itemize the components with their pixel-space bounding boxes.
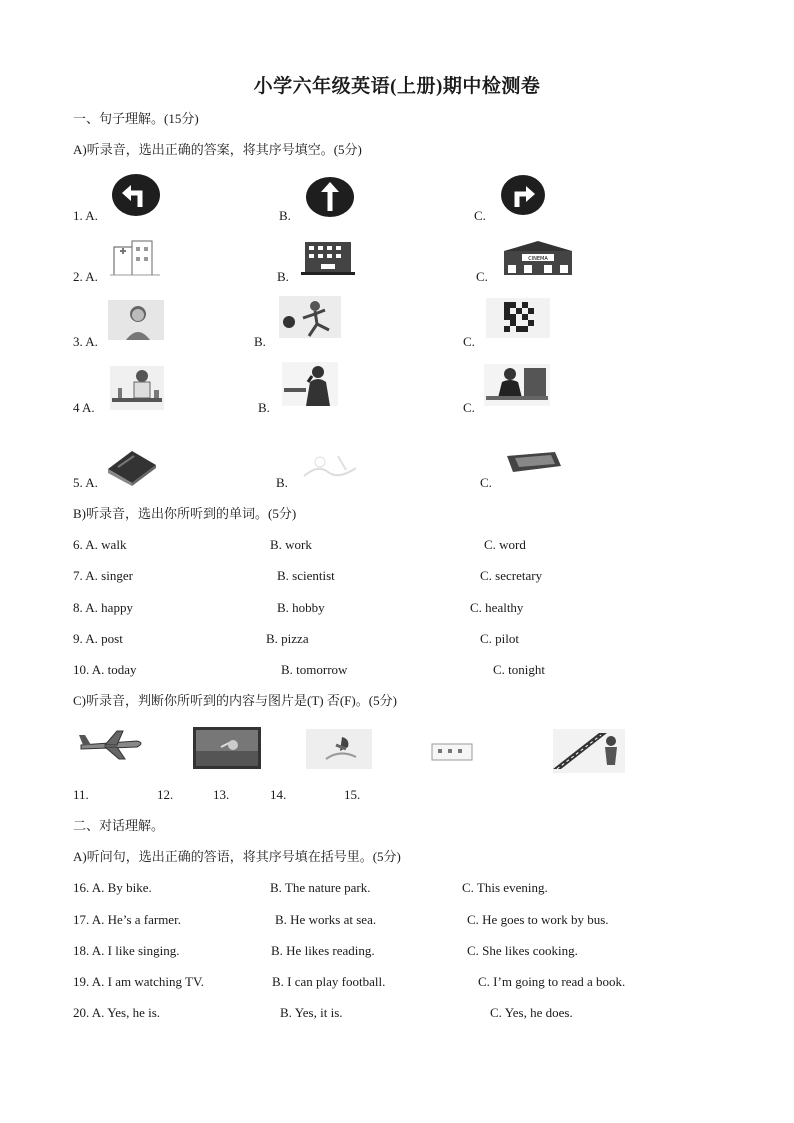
go-straight-sign-icon	[305, 176, 355, 218]
option-a: 19. A. I am watching TV.	[73, 974, 204, 989]
option-b: B. pizza	[266, 631, 309, 646]
option-c: C. I’m going to read a book.	[478, 974, 626, 989]
option-a: 9. A. post	[73, 631, 123, 646]
option-a: 10. A. today	[73, 662, 137, 677]
option-label: C.	[476, 269, 488, 284]
option-label: C.	[463, 400, 475, 415]
book-icon	[104, 445, 158, 487]
option-c: C. He goes to work by bus.	[467, 912, 609, 927]
option-b: B. He works at sea.	[275, 912, 377, 927]
photo-scene-icon	[193, 727, 261, 769]
option-label: 3. A.	[73, 334, 98, 349]
section-heading: 二、对话理解。	[73, 818, 165, 833]
part-instruction: B)听录音，选出你所听到的单词。(5分)	[73, 506, 297, 521]
option-b: B. work	[270, 537, 312, 552]
crossword-icon	[486, 298, 550, 338]
svg-text:CINEMA: CINEMA	[528, 256, 548, 262]
scientist-lab-icon	[110, 366, 164, 410]
option-a: 18. A. I like singing.	[73, 943, 180, 958]
turn-right-sign-icon	[500, 174, 546, 216]
faded-sketch-icon	[298, 446, 360, 486]
option-c: C. tonight	[493, 662, 546, 677]
option-b: B. He likes reading.	[271, 943, 375, 958]
part-instruction: A)听录音，选出正确的答案，将其序号填空。(5分)	[73, 142, 362, 157]
option-a: 7. A. singer	[73, 568, 133, 583]
option-a: 8. A. happy	[73, 600, 133, 615]
item-number: 12.	[157, 787, 174, 802]
option-c: C. pilot	[480, 631, 520, 646]
option-b: B. Yes, it is.	[280, 1005, 343, 1020]
boy-kicking-football-icon	[279, 296, 341, 338]
airplane-icon	[77, 727, 147, 761]
option-label: 5. A.	[73, 475, 98, 490]
office-building-icon	[299, 236, 357, 276]
option-c: C. word	[484, 537, 526, 552]
man-at-desk-icon	[484, 364, 550, 406]
option-label: B.	[279, 208, 291, 223]
option-label: B.	[277, 269, 289, 284]
option-b: B. I can play football.	[272, 974, 386, 989]
option-c: C. She likes cooking.	[467, 943, 578, 958]
part-instruction: A)听问句，选出正确的答语，将其序号填在括号里。(5分)	[73, 849, 401, 864]
option-b: B. scientist	[277, 568, 335, 583]
tray-icon	[503, 446, 563, 476]
option-a: 6. A. walk	[73, 537, 127, 552]
item-number: 15.	[344, 787, 361, 802]
option-label: B.	[258, 400, 270, 415]
cinema-icon	[500, 239, 576, 277]
part-instruction: C)听录音，判断你所听到的内容与图片是(T) 否(F)。(5分)	[73, 693, 397, 708]
option-a: 20. A. Yes, he is.	[73, 1005, 161, 1020]
option-b: B. The nature park.	[270, 880, 371, 895]
escalator-icon	[553, 729, 625, 773]
option-c: C. Yes, he does.	[490, 1005, 573, 1020]
girl-portrait-icon	[108, 300, 164, 340]
option-label: C.	[463, 334, 475, 349]
option-label: 1. A.	[73, 208, 98, 223]
option-b: B. hobby	[277, 600, 325, 615]
option-label: C.	[480, 475, 492, 490]
option-c: C. secretary	[480, 568, 543, 583]
option-label: C.	[474, 208, 486, 223]
item-number: 11.	[73, 787, 89, 802]
option-a: 17. A. He’s a farmer.	[73, 912, 181, 927]
option-label: 2. A.	[73, 269, 98, 284]
option-label: B.	[254, 334, 266, 349]
item-number: 14.	[270, 787, 287, 802]
option-c: C. This evening.	[462, 880, 548, 895]
ticket-icon	[430, 740, 474, 764]
man-on-phone-icon	[282, 362, 338, 406]
turn-left-sign-icon	[111, 173, 161, 218]
page-title: 小学六年级英语(上册)期中检测卷	[253, 76, 541, 97]
option-a: 16. A. By bike.	[73, 880, 152, 895]
option-label: 4 A.	[73, 400, 95, 415]
option-c: C. healthy	[470, 600, 524, 615]
item-number: 13.	[213, 787, 230, 802]
hospital-icon	[110, 237, 160, 277]
option-b: B. tomorrow	[281, 662, 348, 677]
hand-drawing-icon	[306, 729, 372, 769]
option-label: B.	[276, 475, 288, 490]
section-heading: 一、句子理解。(15分)	[73, 111, 199, 126]
